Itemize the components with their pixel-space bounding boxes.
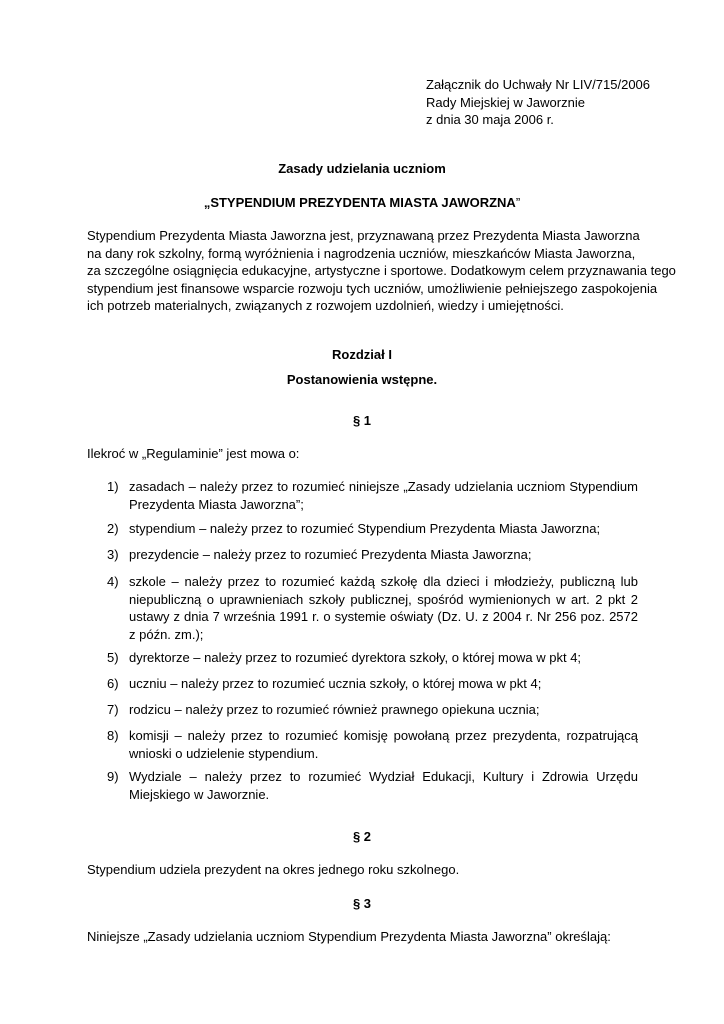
intro-line: Stypendium Prezydenta Miasta Jaworzna jest, przyznawaną przez Prezydenta Miasta Jaworzna bbox=[87, 228, 640, 243]
list-item-number: 1) bbox=[107, 479, 119, 494]
list-item-text: uczniu – należy przez to rozumieć ucznia szkoły, o której mowa w pkt 4; bbox=[129, 676, 542, 691]
section-2-line: Stypendium udziela prezydent na okres jednego roku szkolnego. bbox=[87, 862, 460, 877]
section-2-text bbox=[87, 861, 639, 879]
list-item-text: szkole – należy przez to rozumieć każdą szkołę dla dzieci i młodzieży, publiczną lub niepubliczną o uprawnieniach szkoły publicznej, spośród wymienionych w art. 2 pkt 2 ustawy z dnia 7 września 1991 r. o systemie oświaty (Dz. U. z 2004 r. Nr 256 poz. 2572 z późn. zm.); bbox=[129, 574, 638, 642]
list-item-number: 7) bbox=[107, 702, 119, 717]
document-subtitle-quote: ” bbox=[515, 195, 521, 210]
list-item-number: 8) bbox=[107, 728, 119, 743]
document-title: Zasady udzielania uczniom bbox=[278, 161, 446, 176]
section-3-heading: § 3 bbox=[352, 896, 372, 911]
section-3-text bbox=[87, 928, 639, 946]
intro-line: stypendium jest finansowe wsparcie rozwoju tych uczniów, umożliwienie pełniejszego zaspokojenia bbox=[87, 280, 658, 296]
section-2-heading: § 2 bbox=[352, 829, 372, 844]
list-item-text: stypendium – należy przez to rozumieć Stypendium Prezydenta Miasta Jaworzna; bbox=[129, 521, 601, 536]
list-item-text: zasadach – należy przez to rozumieć niniejsze „Zasady udzielania uczniom Stypendium Prezydenta Miasta Jaworzna”; bbox=[129, 479, 638, 512]
chapter-subheading: Postanowienia wstępne. bbox=[286, 372, 438, 387]
list-item-number: 9) bbox=[107, 769, 119, 784]
list-item-text: rodzicu – należy przez to rozumieć również prawnego opiekuna ucznia; bbox=[129, 702, 540, 717]
attachment-note-line: Załącznik do Uchwały Nr LIV/715/2006 bbox=[426, 77, 651, 92]
intro-paragraph bbox=[87, 227, 676, 315]
chapter-heading: Rozdział I bbox=[332, 347, 392, 362]
document-subtitle-bold: „STYPENDIUM PREZYDENTA MIASTA JAWORZNA bbox=[203, 195, 516, 210]
intro-line: na dany rok szkolny, formą wyróżnienia i nagrodzenia uczniów, mieszkańców Miasta Jaworzna, bbox=[87, 245, 636, 261]
list-item-number: 6) bbox=[107, 676, 119, 691]
intro-line: ich potrzeb materialnych, związanych z rozwojem uzdolnień, wiedzy i umiejętności. bbox=[87, 298, 564, 313]
list-item-text: prezydencie – należy przez to rozumieć Prezydenta Miasta Jaworzna; bbox=[129, 547, 532, 562]
section-1-heading: § 1 bbox=[352, 413, 372, 428]
attachment-note-line: Rady Miejskiej w Jaworznie bbox=[426, 94, 585, 110]
attachment-note-line: z dnia 30 maja 2006 r. bbox=[426, 112, 554, 127]
list-item-text: komisji – należy przez to rozumieć komisję powołaną przez prezydenta, rozpatrującą wnioski o udzielenie stypendium. bbox=[129, 728, 638, 761]
section-1-lead-text: Ilekroć w „Regulaminie” jest mowa o: bbox=[87, 446, 300, 461]
attachment-note bbox=[426, 76, 706, 129]
section-3-line: Niniejsze „Zasady udzielania uczniom Stypendium Prezydenta Miasta Jaworzna” określają: bbox=[87, 929, 611, 944]
section-1-lead bbox=[87, 445, 639, 463]
document-subtitle bbox=[0, 194, 724, 212]
list-item-text: Wydziale – należy przez to rozumieć Wydział Edukacji, Kultury i Zdrowia Urzędu Miejskiego w Jaworznie. bbox=[129, 769, 638, 802]
list-item-number: 5) bbox=[107, 650, 119, 665]
intro-line: za szczególne osiągnięcia edukacyjne, artystyczne i sportowe. Dodatkowym celem przyznawania tego bbox=[87, 263, 676, 278]
list-item-number: 2) bbox=[107, 521, 119, 536]
list-item-number: 4) bbox=[107, 574, 119, 589]
list-item-text: dyrektorze – należy przez to rozumieć dyrektora szkoły, o której mowa w pkt 4; bbox=[129, 650, 582, 665]
list-item-number: 3) bbox=[107, 547, 119, 562]
